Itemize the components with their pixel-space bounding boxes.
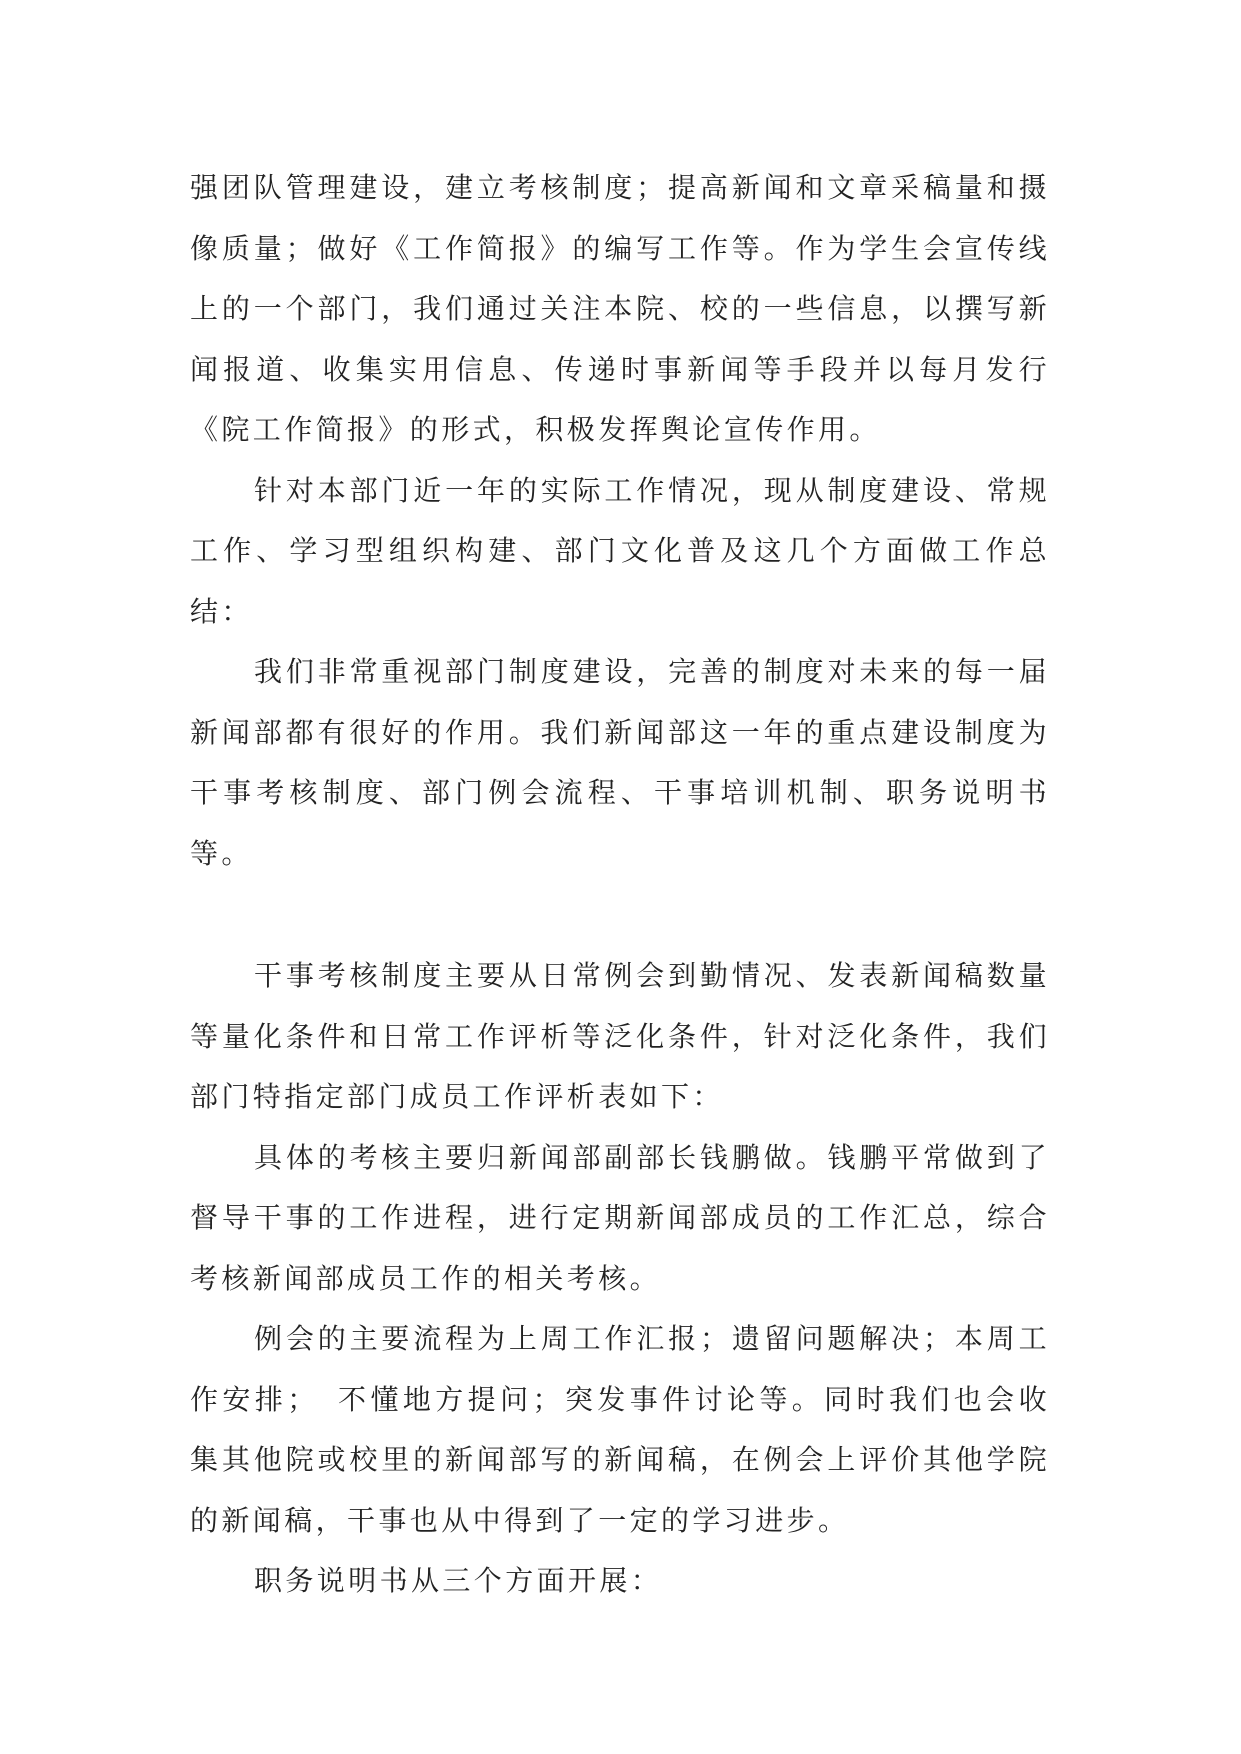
paragraph-assessment-details: 具体的考核主要归新闻部副部长钱鹏做。钱鹏平常做到了督导干事的工作进程，进行定期新闻部成员的工作汇总，综合考核新闻部成员工作的相关考核。 (190, 1140, 1050, 1295)
document-body (190, 158, 1050, 1612)
paragraph-job-description: 职务说明书从三个方面开展： (254, 1564, 663, 1597)
paragraph-continuation: 强团队管理建设，建立考核制度；提高新闻和文章采稿量和摄像质量；做好《工作简报》的编写工作等。作为学生会宣传线上的一个部门，我们通过关注本院、校的一些信息，以撰写新闻报道、收集实用信息、传递时事新闻等手段并以每月发行《院工作简报》的形式，积极发挥舆论宣传作用。 (190, 171, 1050, 446)
paragraph-meeting-process: 例会的主要流程为上周工作汇报；遗留问题解决；本周工作安排； 不懂地方提问；突发事件讨论等。同时我们也会收集其他院或校里的新闻部写的新闻稿，在例会上评价其他学院的新闻稿，干事也从中得到了一定的学习进步。 (190, 1322, 1050, 1537)
blank-line (190, 884, 1050, 946)
paragraph-assessment-system: 干事考核制度主要从日常例会到勤情况、发表新闻稿数量等量化条件和日常工作评析等泛化条件，针对泛化条件，我们部门特指定部门成员工作评析表如下： (190, 959, 1050, 1113)
paragraph-summary-intro: 针对本部门近一年的实际工作情况，现从制度建设、常规工作、学习型组织构建、部门文化普及这几个方面做工作总结： (190, 473, 1050, 628)
paragraph-system-building: 我们非常重视部门制度建设，完善的制度对未来的每一届新闻部都有很好的作用。我们新闻部这一年的重点建设制度为干事考核制度、部门例会流程、干事培训机制、职务说明书等。 (190, 655, 1050, 870)
